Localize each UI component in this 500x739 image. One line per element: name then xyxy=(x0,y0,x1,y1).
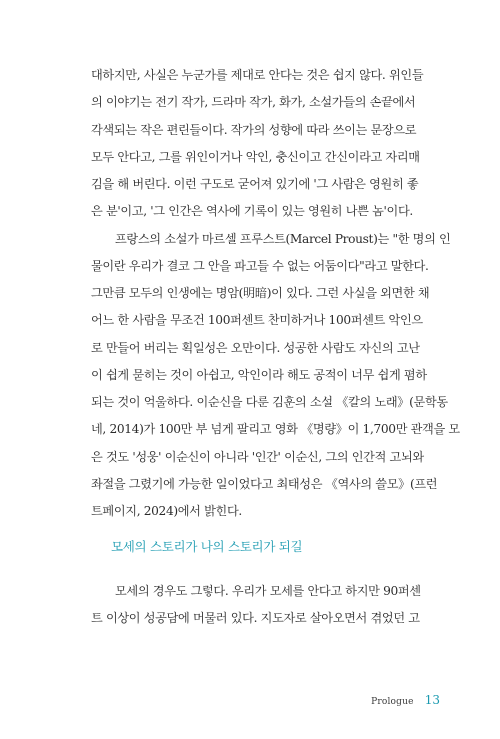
text-line: 각색되는 작은 편린들이다. 작가의 성향에 따라 쓰이는 문장으로 xyxy=(91,122,417,137)
page-footer xyxy=(371,689,440,708)
text-line: 좌절을 그렸기에 가능한 일이었다고 최태성은 《역사의 쓸모》(프런 xyxy=(91,476,438,491)
text-line: 은 것도 '성웅' 이순신이 아니라 '인간' 이순신, 그의 인간적 고뇌와 xyxy=(91,449,424,464)
text-line: 네, 2014)가 100만 부 넘게 팔리고 영화 《명량》이 1,700만 관객을 모 xyxy=(91,422,460,437)
text-line: 모두 안다고, 그를 위인이거나 악인, 충신이고 간신이라고 자리매 xyxy=(91,149,420,164)
body-text xyxy=(91,62,460,525)
text-line: 트페이지, 2024)에서 밝힌다. xyxy=(91,504,242,518)
text-line: 그만큼 모두의 인생에는 명암(明暗)이 있다. 그런 사실을 외면한 채 xyxy=(91,286,430,300)
text-line: 로 만들어 버리는 획일성은 오만이다. 성공한 사람도 자신의 고난 xyxy=(91,340,420,355)
text-line: 이 쉽게 묻히는 것이 아쉽고, 악인이라 해도 공적이 너무 쉽게 폄하 xyxy=(91,367,427,382)
text-line: 모세의 경우도 그렇다. 우리가 모세를 안다고 하지만 90퍼센 xyxy=(115,584,421,598)
text-line: 프랑스의 소설가 마르셀 프루스트(Marcel Proust)는 "한 명의 인 xyxy=(115,231,451,246)
text-line: 트 이상이 성공담에 머물러 있다. 지도자로 살아오면서 겪었던 고 xyxy=(91,611,420,626)
text-line: 되는 것이 억울하다. 이순신을 다룬 김훈의 소설 《칼의 노래》(문학동 xyxy=(91,395,448,409)
text-line: 은 분'이고, '그 인간은 역사에 기록이 있는 영원히 나쁜 놈'이다. xyxy=(91,204,413,219)
page-number: 13 xyxy=(424,693,440,707)
text-line: 김을 해 버린다. 이런 구도로 굳어져 있기에 '그 사람은 영원히 좋 xyxy=(91,177,419,191)
text-line: 대하지만, 사실은 누군가를 제대로 안다는 것은 쉽지 않다. 위인들 xyxy=(91,68,424,82)
running-footer-label: Prologue xyxy=(371,697,414,707)
text-line: 어느 한 사람을 무조건 100퍼센트 찬미하거나 100퍼센트 악인으 xyxy=(91,313,423,328)
body-text-continued xyxy=(91,578,443,633)
text-line: 의 이야기는 전기 작가, 드라마 작가, 화가, 소설가들의 손끝에서 xyxy=(91,95,416,110)
section-heading: 모세의 스토리가 나의 스토리가 되길 xyxy=(111,539,303,554)
text-line: 물이란 우리가 결코 그 안을 파고들 수 없는 어둠이다"라고 말한다. xyxy=(91,258,429,273)
